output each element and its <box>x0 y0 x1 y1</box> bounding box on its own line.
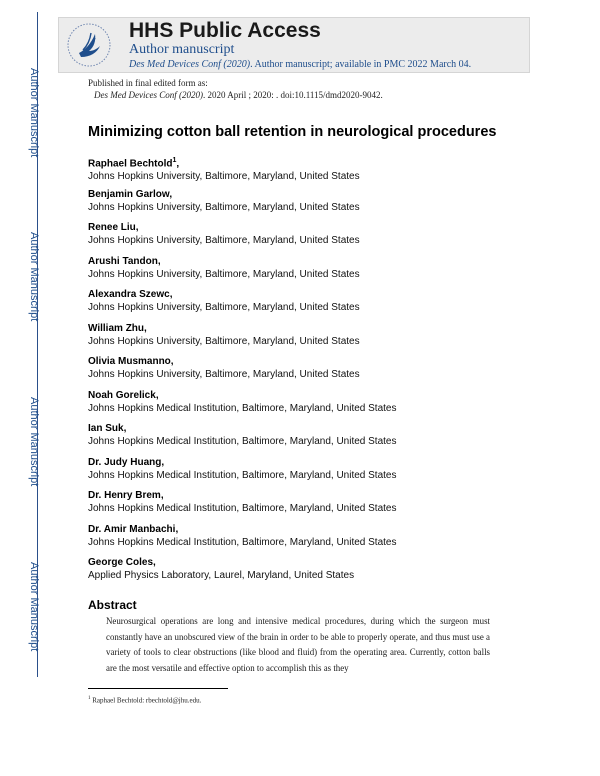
author-affiliation: Johns Hopkins Medical Institution, Baltimore, Maryland, United States <box>88 436 397 447</box>
author-affiliation: Johns Hopkins Medical Institution, Baltimore, Maryland, United States <box>88 536 397 548</box>
article-title: Minimizing cotton ball retention in neurological procedures <box>88 124 497 140</box>
publication-journal: Des Med Devices Conf (2020) <box>94 90 203 100</box>
author-affiliation: Johns Hopkins University, Baltimore, Maryland, United States <box>88 369 360 380</box>
author-name-line: Noah Gorelick, <box>88 389 159 401</box>
author-entry <box>88 489 548 523</box>
author-entry <box>88 188 548 222</box>
author-affiliation: Johns Hopkins University, Baltimore, Maryland, United States <box>88 171 360 183</box>
author-name: Dr. Henry Brem <box>88 490 161 501</box>
publication-info <box>88 77 383 101</box>
author-manuscript-subtitle: Author manuscript <box>129 42 235 57</box>
author-entry <box>88 422 548 456</box>
author-entry <box>88 456 548 490</box>
author-footnote-marker: 1 <box>172 157 177 164</box>
sidebar-label-author-manuscript: Author Manuscript <box>28 562 40 652</box>
author-name-line: Dr. Amir Manbachi, <box>88 523 179 535</box>
author-name: Alexandra Szewc <box>88 289 170 300</box>
journal-name: Des Med Devices Conf (2020) <box>129 59 251 70</box>
author-entry <box>88 154 548 188</box>
hhs-public-access-title: HHS Public Access <box>129 19 321 42</box>
sidebar-label-author-manuscript: Author Manuscript <box>28 232 40 322</box>
hhs-header <box>58 17 530 73</box>
published-label: Published in final edited form as: <box>88 78 208 88</box>
abstract-text: Neurosurgical operations are long and intensive medical procedures, during which the surgeon must constantly have an unobscured view of the brain in order to be able to properly operate, and thus must use a variety of tools to clear obstructions (like blood and fluid) from the operating area. Currently, cotton balls are the most versatile and effective option to accomplish this as they <box>106 616 490 673</box>
author-affiliation: Johns Hopkins University, Baltimore, Maryland, United States <box>88 235 360 246</box>
author-entry <box>88 322 548 356</box>
author-affiliation: Johns Hopkins University, Baltimore, Maryland, United States <box>88 335 360 347</box>
author-name: Dr. Amir Manbachi <box>88 523 176 535</box>
author-name: Raphael Bechtold <box>88 158 173 170</box>
footnote-rule <box>88 688 228 689</box>
sidebar-label-author-manuscript: Author Manuscript <box>28 397 40 487</box>
author-affiliation: Applied Physics Laboratory, Laurel, Maryland, United States <box>88 570 355 581</box>
author-name: Dr. Judy Huang <box>88 456 162 468</box>
author-affiliation: Johns Hopkins Medical Institution, Baltimore, Maryland, United States <box>88 402 397 414</box>
author-name: Renee Liu <box>88 222 136 233</box>
author-name-line: Dr. Henry Brem, <box>88 490 164 501</box>
author-name-line: Benjamin Garlow, <box>88 188 173 200</box>
author-name: George Coles <box>88 557 154 568</box>
footnote <box>88 696 201 704</box>
author-name-line: Dr. Judy Huang, <box>88 456 165 468</box>
author-name-line: George Coles, <box>88 557 156 568</box>
author-name-line: Raphael Bechtold$^1$, <box>88 157 180 170</box>
author-entry <box>88 255 548 289</box>
author-name: William Zhu <box>88 322 145 334</box>
author-name: Benjamin Garlow <box>88 188 170 200</box>
author-name-line: Olivia Musmanno, <box>88 356 174 367</box>
abstract-heading: Abstract <box>88 598 137 612</box>
hhs-eagle-logo-icon <box>65 20 113 70</box>
author-name: Ian Suk <box>88 423 124 434</box>
author-name-line: William Zhu, <box>88 322 147 334</box>
author-name-line: Alexandra Szewc, <box>88 289 173 300</box>
author-entry <box>88 288 548 322</box>
sidebar-label-author-manuscript: Author Manuscript <box>28 68 40 158</box>
author-affiliation: Johns Hopkins University, Baltimore, Maryland, United States <box>88 302 360 313</box>
author-name: Noah Gorelick <box>88 389 156 401</box>
author-name: Arushi Tandon <box>88 255 158 267</box>
publication-citation <box>88 89 383 101</box>
author-name-line: Renee Liu, <box>88 222 139 233</box>
author-entry <box>88 389 548 423</box>
author-name-line: Ian Suk, <box>88 423 127 434</box>
author-affiliation: Johns Hopkins Medical Institution, Baltimore, Maryland, United States <box>88 503 397 514</box>
footnote-marker: 1 <box>88 696 91 701</box>
availability-text: . Author manuscript; available in PMC 2022 March 04. <box>250 59 472 70</box>
author-entry <box>88 355 548 389</box>
author-affiliation: Johns Hopkins Medical Institution, Baltimore, Maryland, United States <box>88 469 397 481</box>
author-name: Olivia Musmanno <box>88 356 171 367</box>
author-affiliation: Johns Hopkins University, Baltimore, Maryland, United States <box>88 268 360 280</box>
author-entry <box>88 556 548 590</box>
author-name-line: Arushi Tandon, <box>88 255 161 267</box>
author-entry <box>88 221 548 255</box>
author-affiliation: Johns Hopkins University, Baltimore, Maryland, United States <box>88 201 360 213</box>
footnote-text: Raphael Bechtold: rbechtold@jhu.edu. <box>92 696 202 705</box>
journal-availability <box>129 59 471 70</box>
publication-details: . 2020 April ; 2020: . doi:10.1115/dmd2020-9042. <box>202 90 383 100</box>
author-list <box>88 154 548 590</box>
author-entry <box>88 523 548 557</box>
